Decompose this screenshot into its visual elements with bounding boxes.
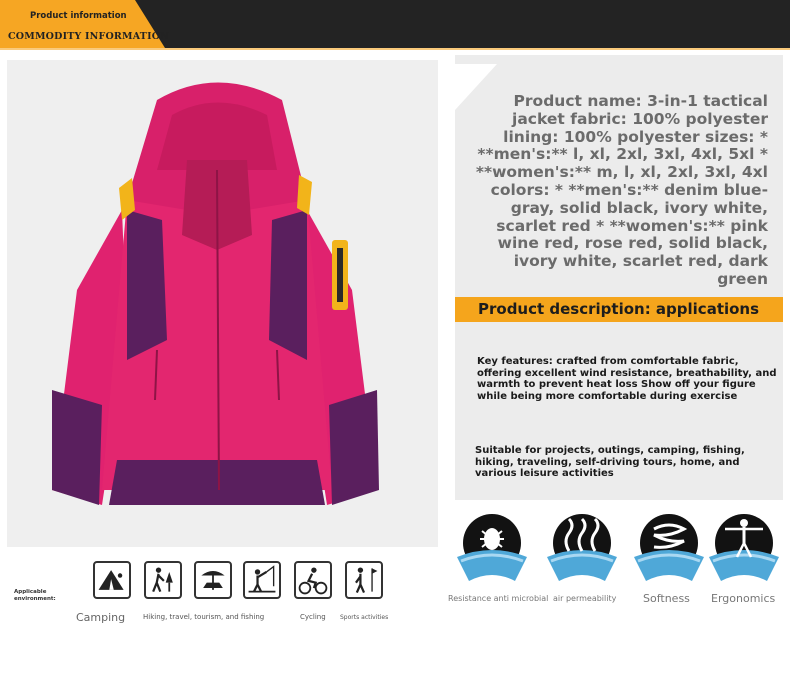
golf-icon <box>345 561 383 599</box>
airflow-icon <box>545 513 619 587</box>
beach-icon <box>194 561 232 599</box>
fishing-icon <box>243 561 281 599</box>
human-figure-icon <box>707 513 781 587</box>
header-subtitle: COMMODITY INFORMATION <box>8 31 170 42</box>
feature-badge-air-permeability <box>545 513 619 593</box>
jacket-image <box>7 60 438 547</box>
env-label-sports: Sports activities <box>340 614 389 621</box>
product-specs: Product name: 3-in-1 tactical jacket fabric: 100% polyester lining: 100% polyester sizes: * **men's:** l, xl, 2xl, 3xl, 4xl, 5xl * **women's:** m, l, xl, 2xl, 3xl, 4xl colors: * **men's:** denim blue-gray, solid black, ivory white, scarlet red * **women's:** pink wine red, rose red, solid black, ivory white, scarlet red, dark green <box>475 92 768 288</box>
feature-label-ergonomics: Ergonomics <box>711 592 776 605</box>
environment-caption: Applicable environment: <box>14 589 56 602</box>
suitable-text: Suitable for projects, outings, camping, fishing, hiking, traveling, self-driving tours, home, and various leisure activities <box>475 445 745 479</box>
hiking-icon <box>144 561 182 599</box>
header-title: Product information <box>30 11 127 21</box>
key-features-text: Key features: crafted from comfortable fabric, offering excellent wind resistance, breathability, and warmth to prevent heat loss Show off your figure while being more comfortable during exercise <box>477 356 777 402</box>
description-title: Product description: applications <box>478 300 760 318</box>
feature-label-air-permeability: air permeability <box>553 594 617 603</box>
cycling-icon <box>294 561 332 599</box>
env-label-camping: Camping <box>76 611 126 624</box>
spring-icon <box>632 513 706 587</box>
feature-badge-softness <box>632 513 706 593</box>
insect-icon <box>455 513 529 587</box>
tent-icon <box>93 561 131 599</box>
header-bar <box>0 0 790 48</box>
feature-label-softness: Softness <box>643 592 690 605</box>
product-image <box>7 60 438 547</box>
feature-label-antimicrobial: Resistance anti microbial <box>448 594 549 603</box>
env-label-cycling: Cycling <box>300 613 326 621</box>
env-label-hiking: Hiking, travel, tourism, and fishing <box>143 613 265 621</box>
feature-badge-antimicrobial <box>455 513 529 593</box>
feature-badge-ergonomics <box>707 513 781 593</box>
header-divider <box>0 48 790 50</box>
